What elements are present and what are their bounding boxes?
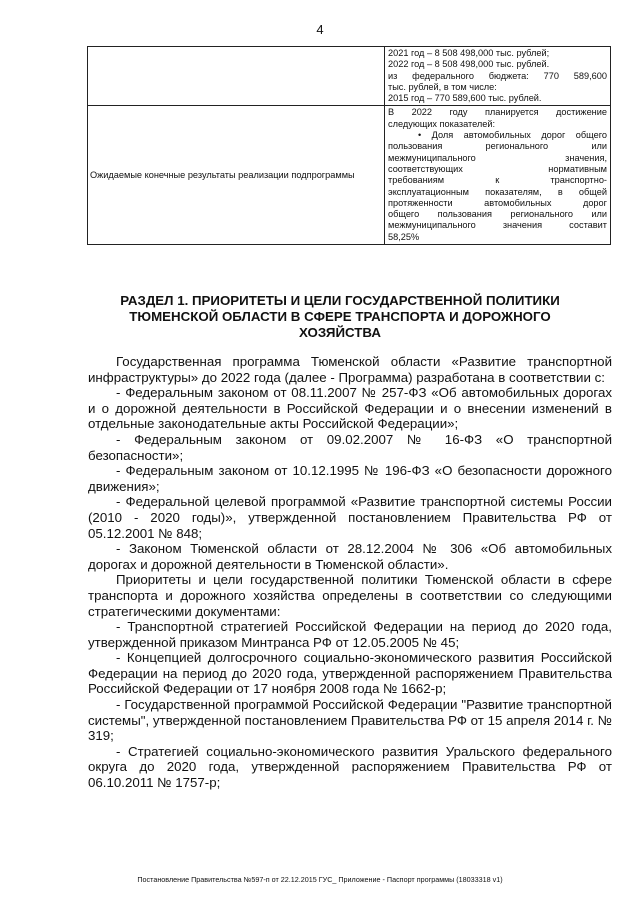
paragraph: Приоритеты и цели государственной политики Тюменской области в сфере транспорта и дорожного хозяйства определены в соответствии со следующими стратегическими документами: (88, 572, 612, 619)
financing-line: 2022 год – 8 508 498,000 тыс. рублей. (388, 59, 550, 70)
paragraph: Государственная программа Тюменской области «Развитие транспортной инфраструктуры» до 2022 года (далее - Программа) разработана в соответствии с: (88, 354, 612, 385)
list-item: - Государственной программой Российской Федерации "Развитие транспортной системы", утвержденной постановлением Правительства РФ от 15 апреля 2014 г. № 319; (88, 697, 612, 744)
table-row-expected-results (88, 106, 611, 245)
results-line: следующих показателей: (388, 118, 496, 129)
page-number: 4 (316, 22, 324, 37)
results-line: межмуниципального значения составит (388, 220, 607, 231)
results-line: В 2022 году планируется достижение (388, 107, 607, 118)
results-line: пользования регионального или (388, 141, 607, 152)
list-item: - Федеральным законом от 10.12.1995 № 196-ФЗ «О безопасности дорожного движения»; (88, 463, 612, 494)
table-row-financing (88, 47, 611, 106)
results-line: общего пользования регионального или (388, 209, 607, 220)
list-item: - Федеральным законом от 08.11.2007 № 257-ФЗ «Об автомобильных дорогах и о дорожной деятельности в Российской Федерации и о внесении изменений в отдельные законодательные акты Российской Федерации»; (88, 385, 612, 432)
results-line: эксплуатационным показателям, в общей (388, 186, 607, 197)
page-footer: Постановление Правительства №597-п от 22.12.2015 ГУС_ Приложение - Паспорт программы (18033318 v1) (137, 875, 503, 884)
table-label-cell-empty (88, 47, 385, 106)
financing-line: 2021 год – 8 508 498,000 тыс. рублей; (388, 48, 550, 58)
results-line: требованиям к транспортно- (388, 175, 607, 186)
program-passport-table (87, 46, 611, 245)
results-line: 58,25% (388, 231, 420, 242)
results-line-bullet: • Доля автомобильных дорог общего (418, 130, 607, 141)
results-line: соответствующих нормативным (388, 163, 607, 174)
financing-line: из федерального бюджета: 770 589,600 (388, 70, 607, 81)
results-line: межмуниципального значения, (388, 152, 607, 163)
list-item: - Транспортной стратегией Российской Федерации на период до 2020 года, утвержденной приказом Минтранса РФ от 12.05.2005 № 45; (88, 619, 612, 650)
list-item: - Федеральным законом от 09.02.2007 № 16-ФЗ «О транспортной безопасности»; (88, 431, 612, 463)
list-item: - Стратегией социально-экономического развития Уральского федерального округа до 2020 года, утвержденной распоряжением Правительства РФ от 06.10.2011 № 1757-р; (88, 743, 612, 791)
list-item: - Федеральной целевой программой «Развитие транспортной системы России (2010 - 2020 годы)», утвержденной постановлением Правительства РФ от 05.12.2001 № 848; (88, 494, 612, 541)
expected-results-label: Ожидаемые конечные результаты реализации подпрограммы (88, 106, 385, 245)
table-value-cell-results (385, 106, 611, 245)
results-line: протяженности автомобильных дорог (388, 197, 607, 208)
section-body (88, 354, 612, 791)
section-title: РАЗДЕЛ 1. ПРИОРИТЕТЫ И ЦЕЛИ ГОСУДАРСТВЕННОЙ ПОЛИТИКИ ТЮМЕНСКОЙ ОБЛАСТИ В СФЕРЕ ТРАНСПОРТА И ДОРОЖНОГО ХОЗЯЙСТВА (120, 293, 560, 340)
table-value-cell-financing (385, 47, 611, 106)
list-item: - Концепцией долгосрочного социально-экономического развития Российской Федерации на период до 2020 года, утвержденной распоряжением Правительства Российской Федерации от 17 ноября 2008 года № 1662-р; (88, 650, 612, 697)
financing-line: тыс. рублей, в том числе: (388, 81, 497, 92)
financing-line: 2015 год – 770 589,600 тыс. рублей. (388, 93, 542, 104)
list-item: - Законом Тюменской области от 28.12.2004 № 306 «Об автомобильных дорогах и дорожной деятельности в Тюменской области». (88, 541, 612, 572)
